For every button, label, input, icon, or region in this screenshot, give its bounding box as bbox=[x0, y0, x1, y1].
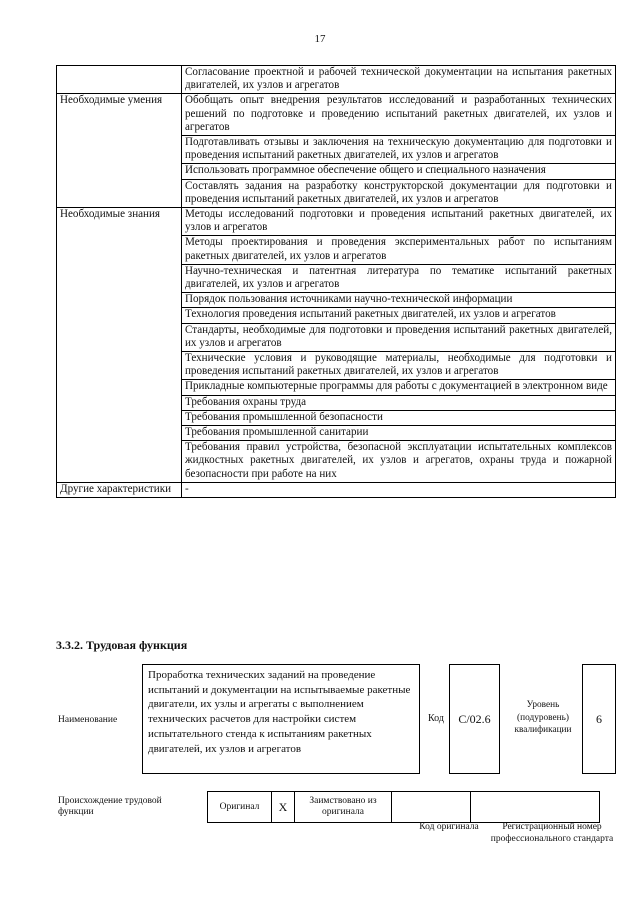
table-row bbox=[57, 66, 616, 94]
row-group-label bbox=[57, 66, 182, 94]
table-row bbox=[57, 94, 616, 136]
code-value: C/02.6 bbox=[458, 711, 491, 726]
table-cell: Подготавливать отзывы и заключения на техническую документацию для подготовки и проведения испытаний ракетных двигателей, их узлов и агрегатов bbox=[182, 136, 616, 164]
code-original-caption: Код оригинала bbox=[419, 822, 479, 832]
table-cell: Прикладные компьютерные программы для работы с документацией в электронном виде bbox=[182, 380, 616, 395]
table-cell: Составлять задания на разработку конструкторской документации для подготовки и проведения испытаний ракетных двигателей, их узлов и агрегатов bbox=[182, 179, 616, 207]
page-number: 17 bbox=[314, 33, 326, 45]
level-label: Уровень (подуровень) квалификации bbox=[514, 700, 572, 735]
table-cell: Согласование проектной и рабочей технической документации на испытания ракетных двигателей, их узлов и агрегатов bbox=[182, 66, 616, 94]
table-cell: Использовать программное обеспечение общего и специального назначения bbox=[182, 164, 616, 179]
level-value: 6 bbox=[596, 711, 602, 726]
original-mark-cell: X bbox=[272, 792, 295, 823]
code-label: Код bbox=[428, 713, 444, 724]
reg-number-caption: Регистрационный номер профессионального стандарта bbox=[490, 822, 614, 844]
original-label-cell: Оригинал bbox=[208, 792, 272, 823]
borrowed-label-cell: Заимствовано из оригинала bbox=[295, 792, 392, 823]
code-box bbox=[449, 664, 500, 774]
table-cell: Требования промышленной санитарии bbox=[182, 426, 616, 441]
origin-label: Происхождение трудовой функции bbox=[58, 796, 162, 817]
table-cell: Технология проведения испытаний ракетных двигателей, их узлов и агрегатов bbox=[182, 308, 616, 323]
table-cell: Требования правил устройства, безопасной эксплуатации испытательных комплексов жидкостных ракетных двигателей, их узлов и агрегатов, охраны труда и пожарной безопасности при работе на них bbox=[182, 441, 616, 483]
row-group-label: Необходимые умения bbox=[57, 94, 182, 208]
section-heading: 3.3.2. Трудовая функция bbox=[56, 638, 188, 652]
function-name-box: Проработка технических заданий на проведение испытаний и документации на испытываемые ракетные двигатели, их узлы и агрегаты с выполнением технических расчетов для настройки систем испытательного стенда к испытаниям ракетных двигателей, их узлов и агрегатов bbox=[142, 664, 420, 774]
table-cell: Методы проектирования и проведения экспериментальных работ по испытаниям ракетных двигателей, их узлов и агрегатов bbox=[182, 236, 616, 264]
table-row bbox=[57, 208, 616, 236]
table-cell: Методы исследований подготовки и проведения испытаний ракетных двигателей, их узлов и агрегатов bbox=[182, 208, 616, 236]
table-cell: Порядок пользования источниками научно-технической информации bbox=[182, 293, 616, 308]
row-group-label: Необходимые знания bbox=[57, 208, 182, 483]
table-cell: Требования охраны труда bbox=[182, 395, 616, 410]
row-group-label: Другие характеристики bbox=[57, 482, 182, 497]
level-box bbox=[582, 664, 616, 774]
table-cell: Обобщать опыт внедрения результатов исследований и разработанных технических решений по подготовке и проведению испытаний ракетных двигателей, их узлов и агрегатов bbox=[182, 94, 616, 136]
table-cell: Научно-техническая и патентная литература по тематике испытаний ракетных двигателей, их узлов и агрегатов bbox=[182, 264, 616, 292]
table-cell: Технические условия и руководящие материалы, необходимые для подготовки и проведения испытаний ракетных двигателей, их узлов и агрегатов bbox=[182, 352, 616, 380]
table-cell: - bbox=[182, 482, 616, 497]
skills-knowledge-table bbox=[56, 65, 616, 498]
table-cell: Требования промышленной безопасности bbox=[182, 410, 616, 425]
name-label: Наименование bbox=[58, 715, 118, 725]
code-original-cell bbox=[392, 792, 471, 823]
reg-number-cell bbox=[471, 792, 600, 823]
table-cell: Стандарты, необходимые для подготовки и проведения испытаний ракетных двигателей, их узлов и агрегатов bbox=[182, 323, 616, 351]
origin-table bbox=[207, 791, 600, 823]
table-row bbox=[57, 482, 616, 497]
